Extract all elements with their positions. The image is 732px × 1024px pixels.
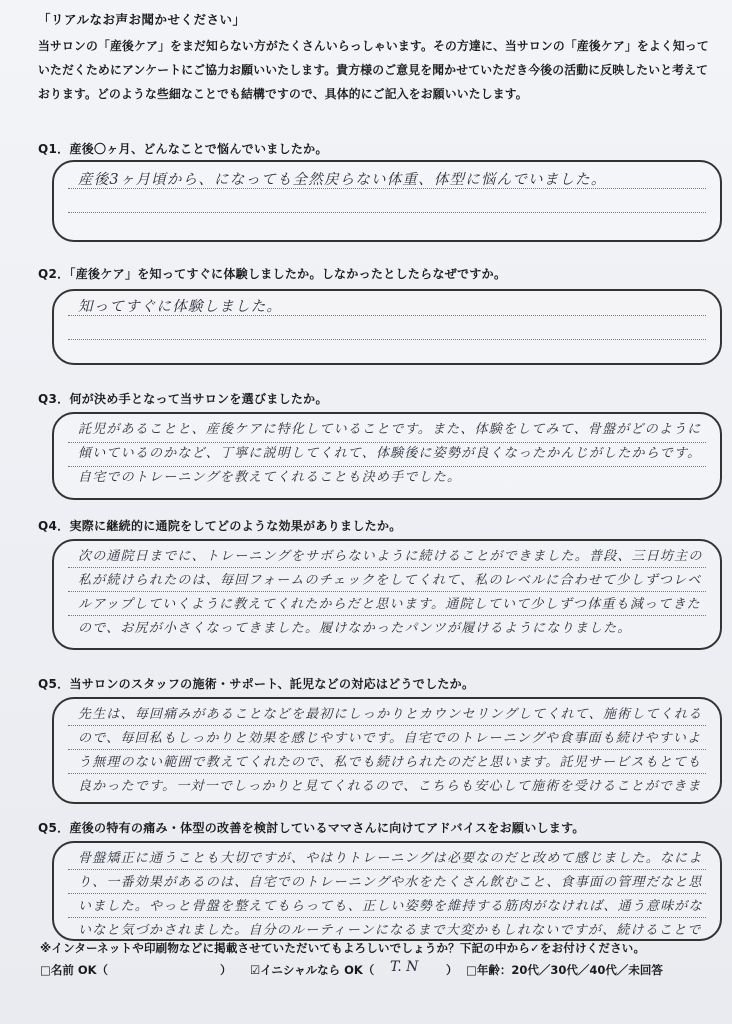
age-options[interactable]: □年齢：20代／30代／40代／未回答 xyxy=(466,963,663,977)
answer-1: 産後3ヶ月頃から、になっても全然戻らない体重、体型に悩んでいました。 xyxy=(78,172,607,188)
answer-box-3 xyxy=(52,412,722,500)
option-name-close: ） xyxy=(220,963,232,977)
question-1: Q1．産後〇ヶ月、どんなことで悩んでいましたか。 xyxy=(38,142,328,156)
question-3: Q3．何が決め手となって当サロンを選びましたか。 xyxy=(38,392,328,406)
publish-permission-note: ※インターネットや印刷物などに掲載させていただいてもよろしいでしょうか？下記の中から✓をお付けください。 xyxy=(40,941,646,955)
answer-6: 骨盤矯正に通うことも大切ですが、やはりトレーニングは必要なのだと改めて感じました。なにより、一番効果があるのは、自宅でのトレーニングや水をたくさん飲むこと、食事面の管理だなと思いました。やっと骨盤を整えてもらっても、正しい姿勢を維持する筋肉がなければ、通う意味がないなと気づかされました。自分のルーティーンになるまで大変かもしれないですが、続けることで xyxy=(78,851,703,937)
option-initial-ok[interactable]: ☑イニシャルなら OK（ xyxy=(250,963,375,977)
answer-box-1 xyxy=(52,160,722,242)
answer-5: 先生は、毎回痛みがあることなどを最初にしっかりとカウンセリングしてくれて、施術してくれるので、毎回私もしっかりと効果を感じやすいです。自宅でのトレーニングや食事面も続けやすいよう無理のない範囲で教えてくれたので、私でも続けられたのだと思います。託児サービスもとても良かったです。一対一でしっかりと見てくれるので、こちらも安心して施術を受けることができま xyxy=(78,707,703,794)
intro-text: 当サロンの「産後ケア」をまだ知らない方がたくさんいらっしゃいます。その方達に、当サロンの「産後ケア」をよく知っていただくためにアンケートにご協力お願いいたします。貴方様のご意見を聞かせていただき今後の活動に反映したいと考えております。どのような些細なことでも結構ですので、具体的にご記入をお願いいたします。 xyxy=(38,39,709,101)
question-5: Q5．当サロンのスタッフの施術・サポート、託児などの対応はどうでしたか。 xyxy=(38,677,475,691)
answer-box-5 xyxy=(52,697,722,804)
option-initial-close: ） xyxy=(446,963,458,977)
answer-box-6 xyxy=(52,841,722,941)
question-6: Q5．産後の特有の痛み・体型の改善を検討しているママさんに向けてアドバイスをお願いします。 xyxy=(38,821,585,835)
answer-box-4 xyxy=(52,539,722,650)
option-name-ok[interactable]: □名前 OK（ xyxy=(40,963,109,977)
question-4: Q4．実際に継続的に通院をしてどのような効果がありましたか。 xyxy=(38,519,402,533)
answer-3: 託児があることと、産後ケアに特化していることです。また、体験をしてみて、骨盤がどのように傾いているのかなど、丁寧に説明してくれて、体験後に姿勢が良くなったかんじがしたからです。自宅でのトレーニングを教えてくれることも決め手でした。 xyxy=(78,422,702,485)
answer-box-2 xyxy=(52,289,722,365)
page-title: 「リアルなお声お聞かせください」 xyxy=(38,12,246,27)
question-2: Q2．「産後ケア」を知ってすぐに体験しましたか。しなかったとしたらなぜですか。 xyxy=(38,267,507,281)
initials-value: T. N xyxy=(390,959,419,975)
answer-2: 知ってすぐに体験しました。 xyxy=(78,299,283,315)
answer-4: 次の通院日までに、トレーニングをサボらないように続けることができました。普段、三日坊主の私が続けられたのは、毎回フォームのチェックをしてくれて、私のレベルに合わせて少しずつレベルアップしていくように教えてくれたからだと思います。通院していて少しずつ体重も減ってきたので、お尻が小さくなってきました。履けなかったパンツが履けるようになりました。 xyxy=(78,549,703,636)
